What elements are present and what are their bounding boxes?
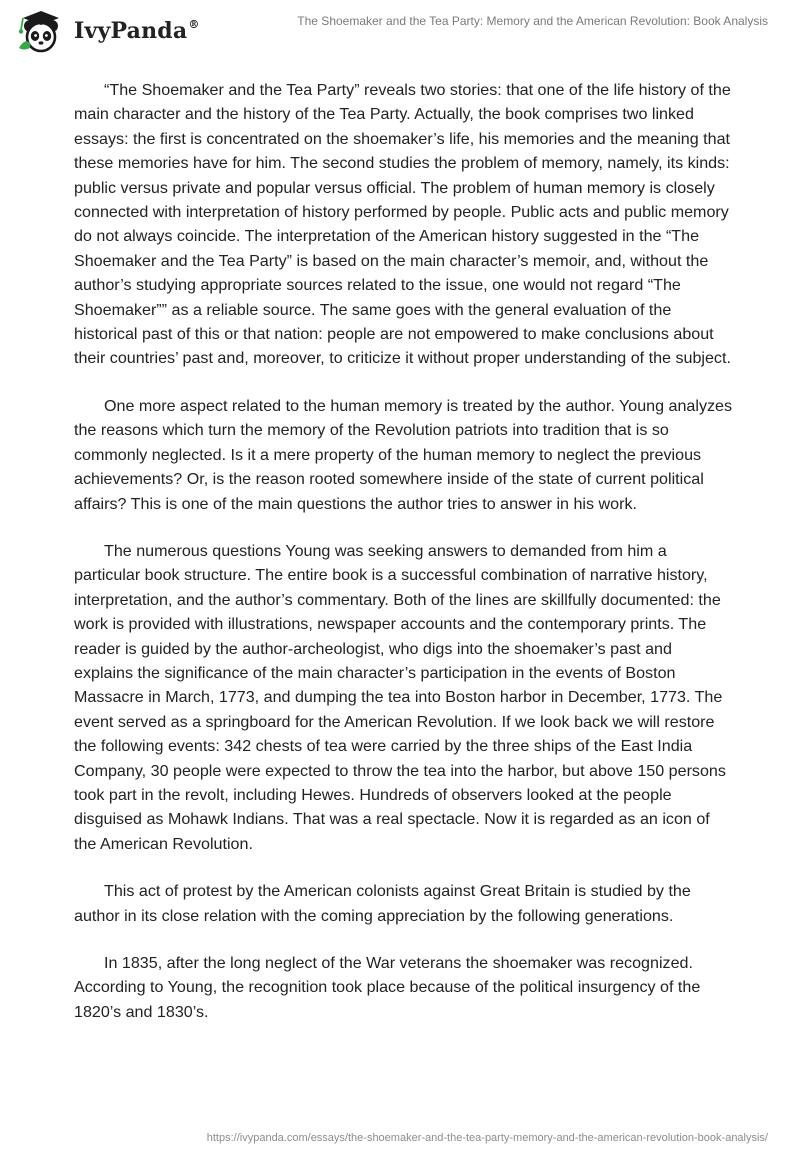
brand-name-text: IvyPanda (74, 18, 188, 44)
document-title: The Shoemaker and the Tea Party: Memory and the American Revolution: Book Analysis (297, 14, 768, 28)
paragraph-4: This act of protest by the American colonists against Great Britain is studied by the author in its close relation with the coming appreciation by the following generations. (74, 882, 691, 925)
page-header (0, 0, 800, 60)
panda-graduate-icon (14, 8, 70, 54)
source-url-link[interactable]: https://ivypanda.com/essays/the-shoemaker-and-the-tea-party-memory-and-the-american-revolution-book-analysis/ (206, 1132, 768, 1144)
brand-logo[interactable] (14, 8, 200, 54)
paragraph-5: In 1835, after the long neglect of the War veterans the shoemaker was recognized. According to Young, the recognition took place because of the political insurgency of the 1820’s and 1830’s. (74, 954, 701, 1021)
paragraph-2: One more aspect related to the human memory is treated by the author. Young analyzes the reasons which turn the memory of the Revolution patriots into tradition that is so commonly neglected. Is it a mere property of the human memory to neglect the previous achievements? Or, is the reason rooted somewhere inside of the state of current political affairs? This is one of the main questions the author tries to answer in his work. (74, 396, 733, 513)
essay-body (74, 78, 734, 1047)
paragraph-3: The numerous questions Young was seeking answers to demanded from him a particular book structure. The entire book is a successful combination of narrative history, interpretation, and the author’s commentary. Both of the lines are skillfully documented: the work is provided with illustrations, newspaper accounts and the contemporary prints. The reader is guided by the author-archeologist, who digs into the shoemaker’s past and explains the significance of the main character’s participation in the events of Boston Massacre in March, 1773, and dumping the tea into Boston harbor in December, 1773. The event served as a springboard for the American Revolution. If we look back we will restore the following events: 342 chests of tea were carried by the three ships of the East India Company, 30 people were expected to throw the tea into the harbor, but above 150 persons took part in the revolt, including Hewes. Hundreds of observers looked at the people disguised as Mohawk Indians. That was a real spectacle. Now it is regarded as an icon of the American Revolution. (74, 541, 726, 853)
brand-name (74, 20, 200, 42)
brand-registered-mark: ® (188, 18, 200, 31)
paragraph-1: “The Shoemaker and the Tea Party” reveals two stories: that one of the life history of the main character and the history of the Tea Party. Actually, the book comprises two linked essays: the first is concentrated on the shoemaker’s life, his memories and the meaning that these memories have for him. The second studies the problem of memory, namely, its kinds: public versus private and popular versus official. The problem of human memory is closely connected with interpretation of history performed by people. Public acts and public memory do not always coincide. The interpretation of the American history suggested in the “The Shoemaker and the Tea Party” is based on the main character’s memoir, and, without the author’s studying appropriate sources related to the issue, one would not regard “The Shoemaker”” as a reliable source. The same goes with the general evaluation of the historical past of this or that nation: people are not empowered to make conclusions about their countries’ past and, moreover, to criticize it without proper understanding of the subject. (74, 81, 731, 368)
